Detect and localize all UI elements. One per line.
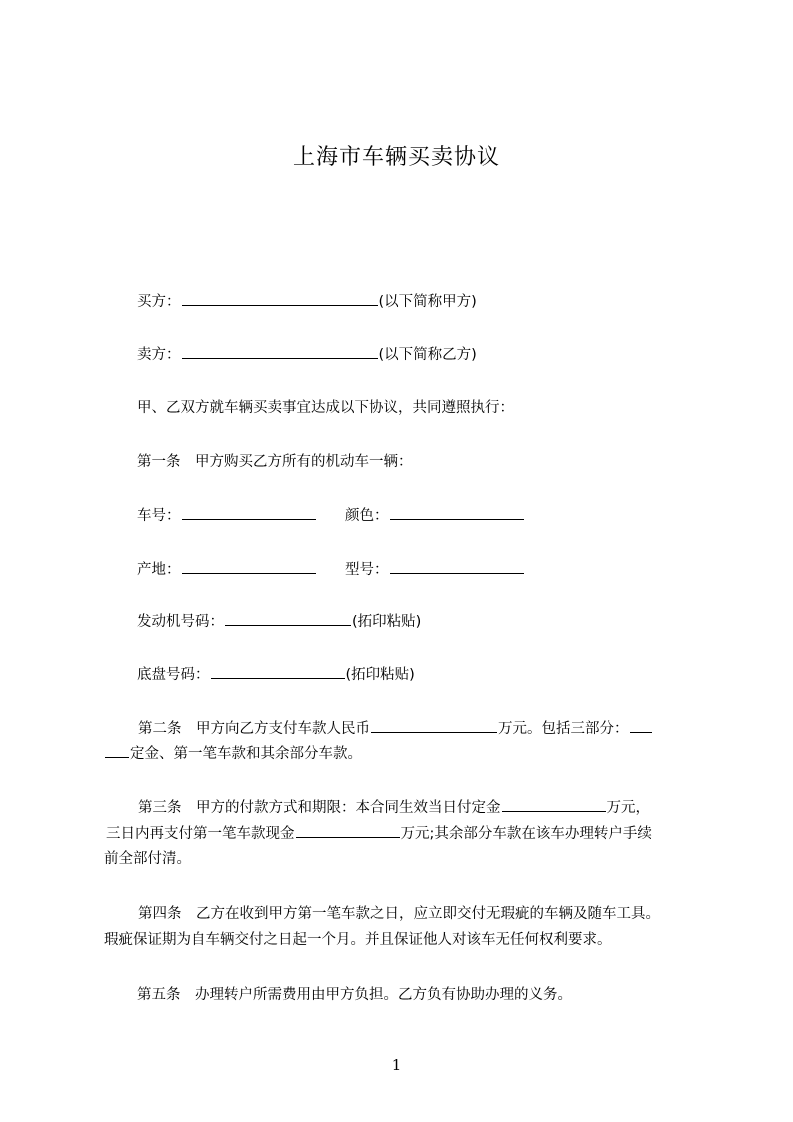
article-3-text-a: 第三条 甲方的付款方式和期限：本合同生效当日付定金 (138, 800, 501, 816)
document-title: 上海市车辆买卖协议 (292, 145, 500, 170)
seller-blank[interactable] (182, 344, 378, 359)
article-3-text-c: 三日内再支付第一笔车款现金 (106, 826, 295, 842)
seller-line (137, 344, 477, 365)
buyer-label: 买方： (137, 294, 181, 310)
model-line (345, 559, 525, 580)
origin-line (137, 559, 317, 580)
article-3-text-b: 万元， (606, 800, 650, 816)
page-number: 1 (391, 1056, 402, 1074)
chassis-line (137, 664, 415, 685)
plate-line (137, 505, 317, 526)
price-blank[interactable] (371, 718, 497, 733)
article-3-line-1 (138, 797, 650, 818)
model-blank[interactable] (390, 559, 524, 574)
article-5: 第五条 办理转户所需费用由甲方负担。乙方负有协助办理的义务。 (137, 987, 572, 1003)
parts-blank-2[interactable] (105, 743, 129, 758)
article-3-line-3: 前全部付清。 (104, 851, 191, 867)
buyer-line (137, 291, 477, 312)
seller-label: 卖方： (137, 347, 181, 363)
chassis-suffix: (拓印粘贴) (345, 667, 415, 683)
chassis-label: 底盘号码： (137, 667, 210, 683)
buyer-suffix: (以下简称甲方) (378, 294, 477, 310)
origin-blank[interactable] (182, 559, 316, 574)
engine-line (137, 611, 421, 632)
color-line (345, 505, 525, 526)
article-2-text-c: 定金、第一笔车款和其余部分车款。 (130, 746, 362, 762)
article-2-line-1 (138, 718, 653, 739)
engine-blank[interactable] (225, 611, 351, 626)
article-1: 第一条 甲方购买乙方所有的机动车一辆： (137, 454, 413, 470)
seller-suffix: (以下简称乙方) (378, 347, 477, 363)
engine-suffix: (拓印粘贴) (352, 614, 422, 630)
chassis-blank[interactable] (211, 664, 345, 679)
intro-paragraph: 甲、乙双方就车辆买卖事宜达成以下协议，共同遵照执行： (137, 400, 514, 416)
model-label: 型号： (345, 562, 389, 578)
color-blank[interactable] (390, 505, 524, 520)
article-2-text-b: 万元。包括三部分： (498, 721, 629, 737)
article-3-text-d: 万元;其余部分车款在该车办理转户手续 (400, 826, 652, 842)
color-label: 颜色： (345, 508, 389, 524)
first-payment-blank[interactable] (296, 823, 400, 838)
deposit-blank[interactable] (502, 797, 606, 812)
article-4-line-2: 瑕疵保证期为自车辆交付之日起一个月。并且保证他人对该车无任何权利要求。 (104, 932, 612, 948)
article-4-line-1: 第四条 乙方在收到甲方第一笔车款之日，应立即交付无瑕疵的车辆及随车工具。 (138, 906, 660, 922)
buyer-blank[interactable] (182, 291, 378, 306)
article-2-text-a: 第二条 甲方向乙方支付车款人民币 (138, 721, 370, 737)
plate-label: 车号： (137, 508, 181, 524)
plate-blank[interactable] (182, 505, 316, 520)
article-3-line-2 (106, 823, 652, 844)
parts-blank-1[interactable] (630, 718, 652, 733)
article-2-line-2 (104, 743, 362, 764)
origin-label: 产地： (137, 562, 181, 578)
engine-label: 发动机号码： (137, 614, 224, 630)
